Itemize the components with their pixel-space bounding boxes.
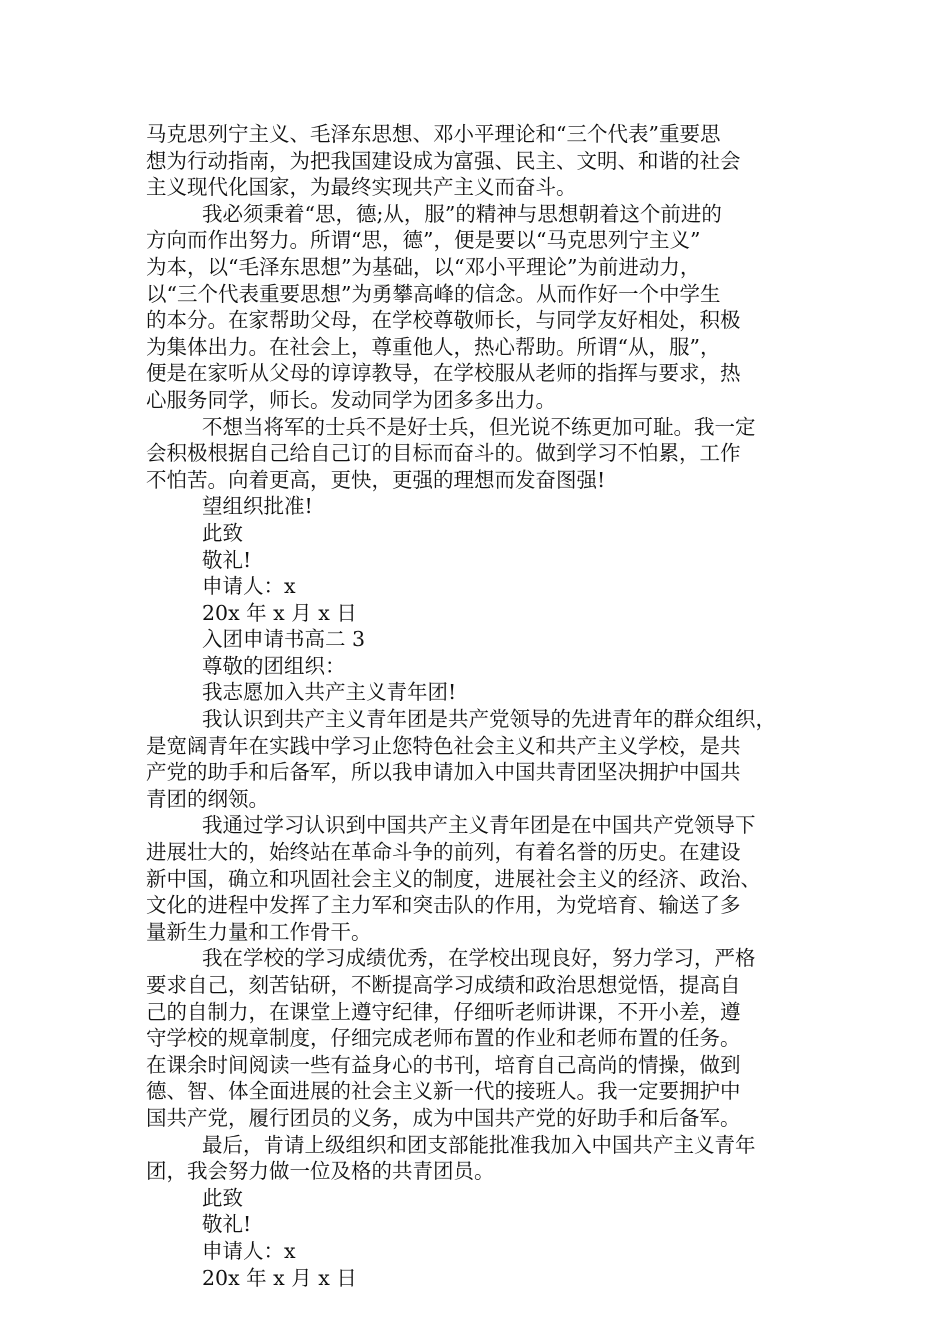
text-line: 国共产党，履行团员的义务，成为中国共产党的好助手和后备军。 xyxy=(146,1105,741,1130)
text-line: 我在学校的学习成绩优秀，在学校出现良好，努力学习，严格 xyxy=(202,946,756,971)
text-line: 是宽阔青年在实践中学习止您特色社会主义和共产主义学校，是共 xyxy=(146,733,741,758)
text-line: 要求自己，刻苦钻研，不断提高学习成绩和政治思想觉悟，提高自 xyxy=(146,973,741,997)
text-line: 此致 xyxy=(202,520,243,545)
text-line: 便是在家听从父母的谆谆教导，在学校服从老师的指挥与要求，热 xyxy=(146,361,741,386)
text-line: 最后，肯请上级组织和团支部能批准我加入中国共产主义青年 xyxy=(202,1132,756,1157)
text-line: 马克思列宁主义、毛泽东思想、邓小平理论和“三个代表”重要思 xyxy=(146,122,721,146)
text-line: 20x 年 x 月 x 日 xyxy=(202,1265,357,1290)
text-line: 己的自制力，在课堂上遵守纪律，仔细听老师讲课，不开小差，遵 xyxy=(146,999,741,1024)
text-line: 此致 xyxy=(202,1185,243,1210)
text-line: 为本，以“毛泽东思想”为基础，以“邓小平理论”为前进动力， xyxy=(146,254,701,279)
document-body xyxy=(146,121,816,1291)
text-line: 申请人：x xyxy=(202,574,296,599)
text-line: 不怕苦。向着更高，更快，更强的理想而发奋图强! xyxy=(146,467,606,492)
text-line: 团，我会努力做一位及格的共青团员。 xyxy=(146,1159,495,1184)
text-line: 心服务同学，师长。发动同学为团多多出力。 xyxy=(146,387,556,412)
text-line: 守学校的规章制度，仔细完成老师布置的作业和老师布置的任务。 xyxy=(146,1026,741,1051)
text-line: 敬礼! xyxy=(202,1212,252,1237)
text-line: 文化的进程中发挥了主力军和突击队的作用，为党培育、输送了多 xyxy=(146,893,741,918)
text-line: 为集体出力。在社会上，尊重他人，热心帮助。所谓“从，服”， xyxy=(146,334,721,359)
text-line: 尊敬的团组织： xyxy=(202,653,346,678)
text-line: 主义现代化国家，为最终实现共产主义而奋斗。 xyxy=(146,175,577,200)
text-line: 青团的纲领。 xyxy=(146,786,269,811)
text-line: 申请人：x xyxy=(202,1238,296,1263)
text-line: 产党的助手和后备军，所以我申请加入中国共青团坚决拥护中国共 xyxy=(146,760,741,785)
text-line: 在课余时间阅读一些有益身心的书刊，培育自己高尚的情操，做到 xyxy=(146,1052,741,1077)
text-line: 入团申请书高二 3 xyxy=(202,627,366,652)
text-line: 20x 年 x 月 x 日 xyxy=(202,600,357,625)
text-line: 量新生力量和工作骨干。 xyxy=(146,919,372,944)
text-line: 会积极根据自己给自己订的目标而奋斗的。做到学习不怕累，工作 xyxy=(146,441,741,466)
text-line: 德、智、体全面进展的社会主义新一代的接班人。我一定要拥护中 xyxy=(146,1079,741,1104)
text-line: 进展壮大的，始终站在革命斗争的前列，有着名誉的历史。在建设 xyxy=(146,840,741,865)
text-line: 我通过学习认识到中国共产主义青年团是在中国共产党领导下 xyxy=(202,813,756,838)
text-line: 新中国，确立和巩固社会主义的制度，进展社会主义的经济、政治、 xyxy=(146,866,761,891)
text-line: 想为行动指南，为把我国建设成为富强、民主、文明、和谐的社会 xyxy=(146,148,741,173)
text-line: 我认识到共产主义青年团是共产党领导的先进青年的群众组织， xyxy=(202,707,776,732)
text-line: 敬礼! xyxy=(202,547,252,572)
text-line: 的本分。在家帮助父母，在学校尊敬师长，与同学友好相处，积极 xyxy=(146,308,741,333)
text-line: 方向而作出努力。所谓“思，德”，便是要以“马克思列宁主义” xyxy=(146,228,701,253)
text-line: 望组织批准! xyxy=(202,494,313,519)
text-line: 我志愿加入共产主义青年团! xyxy=(202,680,457,705)
text-line: 不想当将军的士兵不是好士兵，但光说不练更加可耻。我一定 xyxy=(202,414,756,439)
text-line: 我必须秉着“思，德;从，服”的精神与思想朝着这个前进的 xyxy=(202,201,722,226)
text-line: 以“三个代表重要思想”为勇攀高峰的信念。从而作好一个中学生 xyxy=(146,281,721,306)
